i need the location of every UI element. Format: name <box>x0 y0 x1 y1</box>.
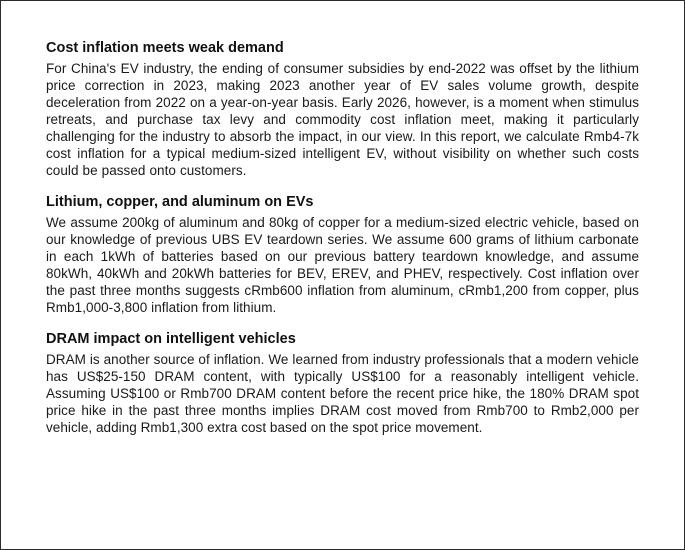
section-heading: DRAM impact on intelligent vehicles <box>46 331 296 347</box>
section-lithium-copper-aluminum <box>46 193 639 316</box>
section-paragraph: We assume 200kg of aluminum and 80kg of copper for a medium-sized electric vehicle, based on our knowledge of previous UBS EV teardown series. We assume 600 grams of lithium carbonate in each 1kWh of batteries based on our previous battery teardown knowledge, and assume 80kWh, 40kWh and 20kWh batteries for BEV, EREV, and PHEV, respectively. Cost inflation over the past three months suggests cRmb600 inflation from aluminum, cRmb1,200 from copper, plus Rmb1,000-3,800 inflation from lithium. <box>46 215 639 315</box>
section-paragraph: For China's EV industry, the ending of consumer subsidies by end-2022 was offset by the lithium price correction in 2023, making 2023 another year of EV sales volume growth, despite deceleration from 2022 on a year-on-year basis. Early 2026, however, is a moment when stimulus retreats, and purchase tax levy and commodity cost inflation meet, making it particularly challenging for the industry to absorb the impact, in our view. In this report, we calculate Rmb4-7k cost inflation for a typical medium-sized intelligent EV, without visibility on whether such costs could be passed onto customers. <box>46 61 639 178</box>
report-excerpt <box>46 39 639 450</box>
section-heading: Cost inflation meets weak demand <box>46 40 284 56</box>
section-heading: Lithium, copper, and aluminum on EVs <box>46 194 314 210</box>
section-dram-impact <box>46 330 639 436</box>
section-cost-inflation <box>46 39 639 179</box>
section-paragraph: DRAM is another source of inflation. We learned from industry professionals that a modern vehicle has US$25-150 DRAM content, with typically US$100 for a reasonably intelligent vehicle. Assuming US$100 or Rmb700 DRAM content before the recent price hike, the 180% DRAM spot price hike in the past three months implies DRAM cost moved from Rmb700 to Rmb2,000 per vehicle, adding Rmb1,300 extra cost based on the spot price movement. <box>46 352 639 435</box>
